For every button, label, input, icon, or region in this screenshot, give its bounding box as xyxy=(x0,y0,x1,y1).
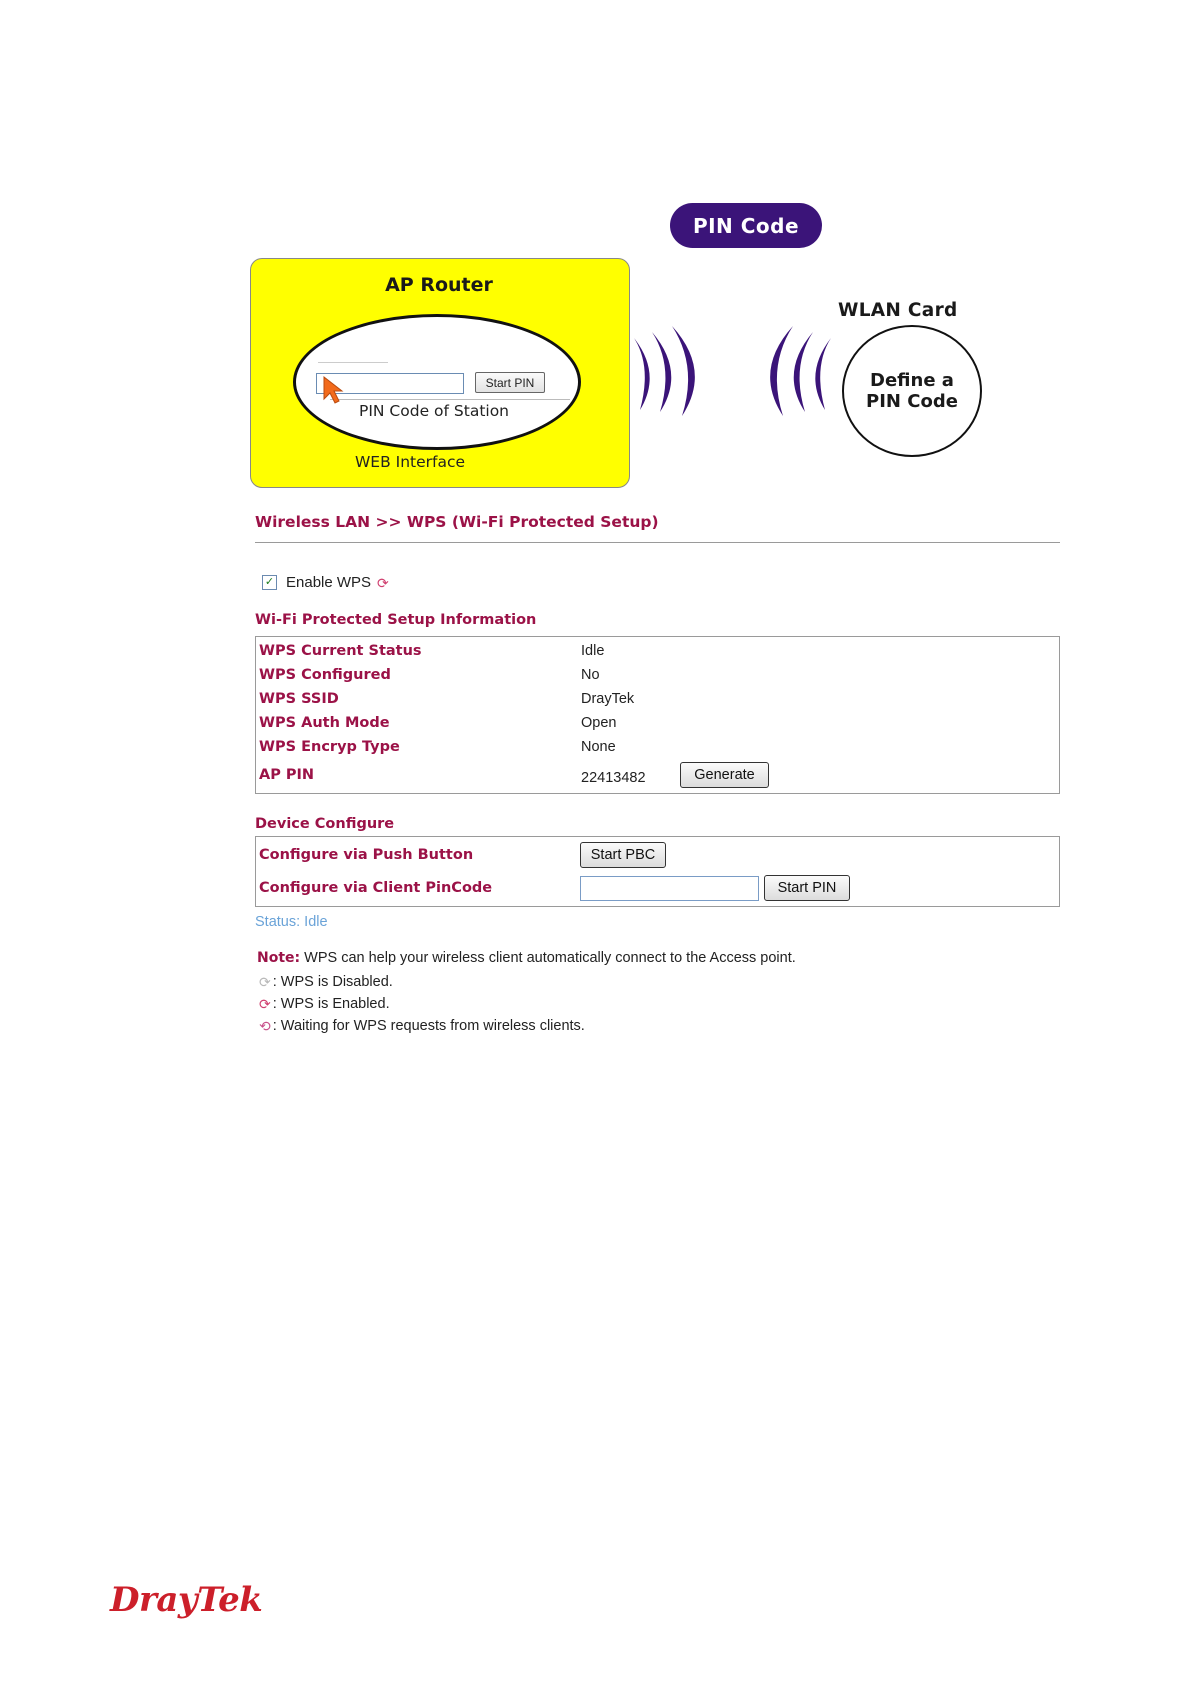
wps-enabled-icon: ⟳ xyxy=(259,996,271,1012)
client-pincode-input[interactable] xyxy=(580,876,759,901)
breadcrumb-divider xyxy=(255,542,1060,543)
draytek-logo: DrayTek xyxy=(110,1580,263,1620)
define-pin-line1: Define a xyxy=(870,370,954,391)
ellipse-tab-strip xyxy=(318,352,388,363)
info-label-ssid: WPS SSID xyxy=(259,691,339,707)
info-value-ssid: DrayTek xyxy=(581,691,635,707)
wlan-card-title: WLAN Card xyxy=(838,300,958,321)
start-pin-button[interactable]: Start PIN xyxy=(764,875,850,901)
device-configure-section-title: Device Configure xyxy=(255,816,395,832)
legend-waiting-row xyxy=(259,1018,585,1034)
define-pin-circle xyxy=(842,325,982,457)
ellipse-divider xyxy=(330,399,570,400)
mouse-cursor-icon xyxy=(322,375,346,405)
info-label-configured: WPS Configured xyxy=(259,667,391,683)
enable-wps-row xyxy=(262,574,389,591)
wps-disabled-icon: ⟳ xyxy=(259,974,271,990)
wps-info-section-title: Wi-Fi Protected Setup Information xyxy=(255,612,537,628)
legend-waiting-text: : Waiting for WPS requests from wireless clients. xyxy=(272,1018,585,1034)
ap-pin-label: AP PIN xyxy=(259,767,315,783)
note-label: Note: xyxy=(257,950,301,966)
wps-info-panel xyxy=(255,636,1060,794)
info-value-encryp-type: None xyxy=(581,739,616,755)
wps-enabled-icon: ⟳ xyxy=(377,574,389,591)
info-value-configured: No xyxy=(581,667,600,683)
device-configure-panel xyxy=(255,836,1060,907)
pin-code-of-station-caption: PIN Code of Station xyxy=(358,402,510,420)
client-pincode-label: Configure via Client PinCode xyxy=(259,880,493,896)
legend-disabled-text: : WPS is Disabled. xyxy=(272,974,393,990)
signal-waves-outgoing-icon xyxy=(630,326,720,418)
enable-wps-checkbox[interactable]: ✓ xyxy=(262,575,277,590)
info-label-encryp-type: WPS Encryp Type xyxy=(259,739,400,755)
define-pin-line2: PIN Code xyxy=(866,391,958,412)
info-label-auth-mode: WPS Auth Mode xyxy=(259,715,390,731)
info-label-current-status: WPS Current Status xyxy=(259,643,422,659)
wps-waiting-icon: ⟲ xyxy=(259,1018,271,1034)
router-start-pin-button[interactable]: Start PIN xyxy=(475,372,545,393)
push-button-label: Configure via Push Button xyxy=(259,847,474,863)
breadcrumb: Wireless LAN >> WPS (Wi-Fi Protected Setup) xyxy=(255,513,659,531)
generate-button[interactable]: Generate xyxy=(680,762,769,788)
info-value-auth-mode: Open xyxy=(581,715,617,731)
start-pbc-button[interactable]: Start PBC xyxy=(580,842,666,868)
ap-pin-value: 22413482 xyxy=(581,770,646,786)
info-value-current-status: Idle xyxy=(581,643,605,659)
note-text: WPS can help your wireless client automatically connect to the Access point. xyxy=(300,950,796,966)
legend-disabled-row xyxy=(259,974,393,990)
legend-enabled-text: : WPS is Enabled. xyxy=(272,996,390,1012)
wps-status-line: Status: Idle xyxy=(255,914,328,930)
ap-router-title: AP Router xyxy=(385,274,493,296)
wps-note xyxy=(257,950,796,966)
enable-wps-label: Enable WPS xyxy=(286,574,372,591)
pin-code-pill: PIN Code xyxy=(670,203,822,248)
signal-waves-incoming-icon xyxy=(745,326,835,418)
legend-enabled-row xyxy=(259,996,390,1012)
web-interface-label: WEB Interface xyxy=(354,453,466,471)
